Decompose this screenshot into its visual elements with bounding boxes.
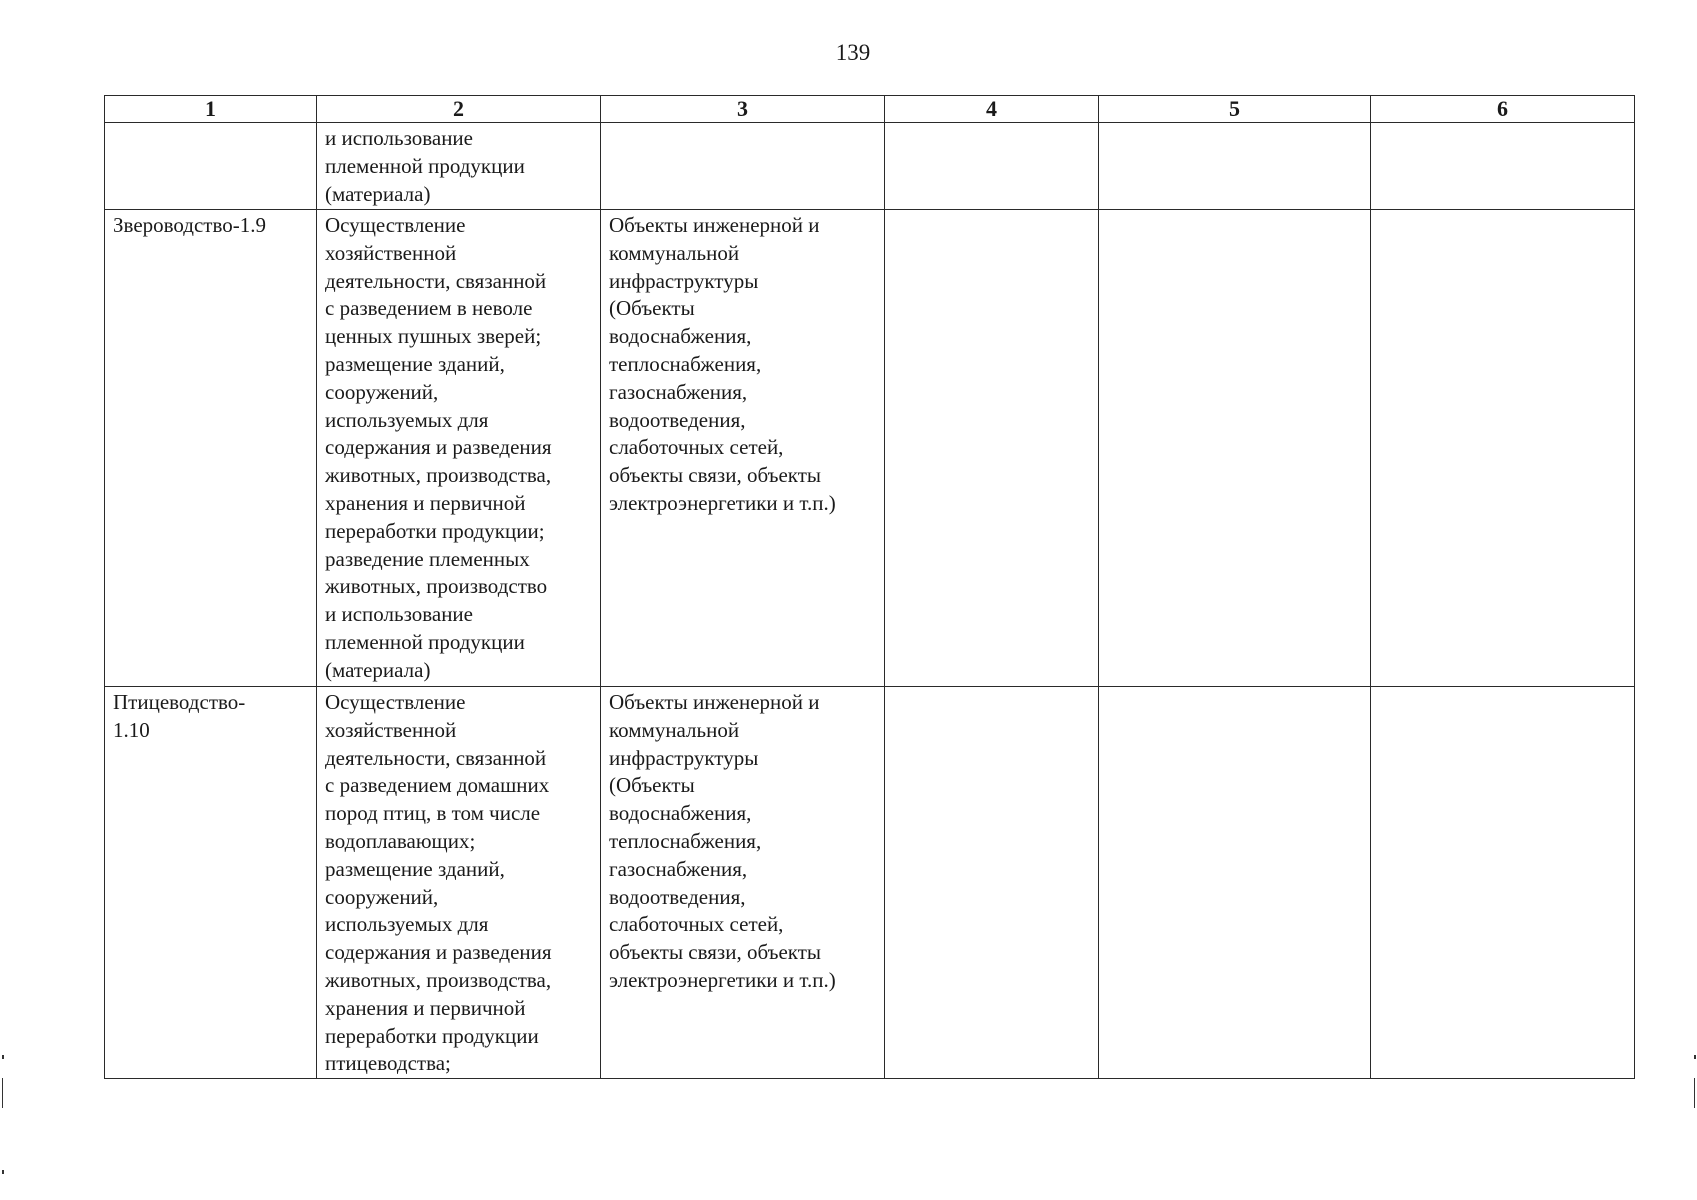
table-row (105, 210, 1635, 687)
infrastructure-objects-cell (601, 210, 885, 687)
column-4-cell (885, 687, 1099, 1079)
land-use-description-cell (317, 123, 601, 210)
land-use-name-cell (105, 210, 317, 687)
infrastructure-objects-cell (601, 687, 885, 1079)
land-use-table (104, 95, 1635, 1079)
land-use-description: Осуществление хозяйственной деятельности, связанной с разведением в неволе ценных пушных зверей; размещение зданий, сооружений, используемых для содержания и разведения животных, производства, хранения и первичной переработки продукции; разведение племенных животных, производство и использование племенной продукции (материала) (325, 213, 552, 682)
column-header-2: 2 (317, 96, 601, 123)
land-use-description-cell (317, 210, 601, 687)
land-use-name-cell (105, 687, 317, 1079)
column-header-1: 1 (105, 96, 317, 123)
scan-edge-mark-right (1694, 1078, 1695, 1108)
land-use-description: и использование племенной продукции (материала) (325, 126, 525, 206)
column-header-5: 5 (1099, 96, 1371, 123)
infrastructure-objects-cell (601, 123, 885, 210)
scan-edge-mark-left (2, 1170, 4, 1174)
table-row (105, 123, 1635, 210)
column-5-cell (1099, 123, 1371, 210)
scan-edge-mark-right (1694, 1055, 1696, 1059)
table-header-row (105, 96, 1635, 123)
scan-edge-mark-left (2, 1078, 3, 1108)
column-header-3: 3 (601, 96, 885, 123)
infrastructure-objects: Объекты инженерной и коммунальной инфраструктуры (Объекты водоснабжения, теплоснабжения, газоснабжения, водоотведения, слаботочных сетей, объекты связи, объекты электроэнергетики и т.п.) (609, 213, 836, 515)
scan-edge-mark-left (2, 1055, 4, 1059)
land-use-name: Птицеводство- 1.10 (113, 690, 246, 742)
column-4-cell (885, 210, 1099, 687)
column-5-cell (1099, 210, 1371, 687)
column-5-cell (1099, 687, 1371, 1079)
land-use-description-cell (317, 687, 601, 1079)
land-use-name-cell (105, 123, 317, 210)
column-6-cell (1371, 687, 1635, 1079)
column-header-6: 6 (1371, 96, 1635, 123)
infrastructure-objects: Объекты инженерной и коммунальной инфраструктуры (Объекты водоснабжения, теплоснабжения, газоснабжения, водоотведения, слаботочных сетей, объекты связи, объекты электроэнергетики и т.п.) (609, 690, 836, 992)
land-use-name: Звероводство-1.9 (113, 213, 266, 237)
land-use-description: Осуществление хозяйственной деятельности, связанной с разведением домашних пород птиц, в том числе водоплавающих; размещение зданий, сооружений, используемых для содержания и разведения животных, производства, хранения и первичной переработки продукции птицеводства; (325, 690, 552, 1076)
page-number: 139 (835, 40, 871, 65)
column-header-4: 4 (885, 96, 1099, 123)
column-6-cell (1371, 210, 1635, 687)
column-4-cell (885, 123, 1099, 210)
column-6-cell (1371, 123, 1635, 210)
table-row (105, 687, 1635, 1079)
